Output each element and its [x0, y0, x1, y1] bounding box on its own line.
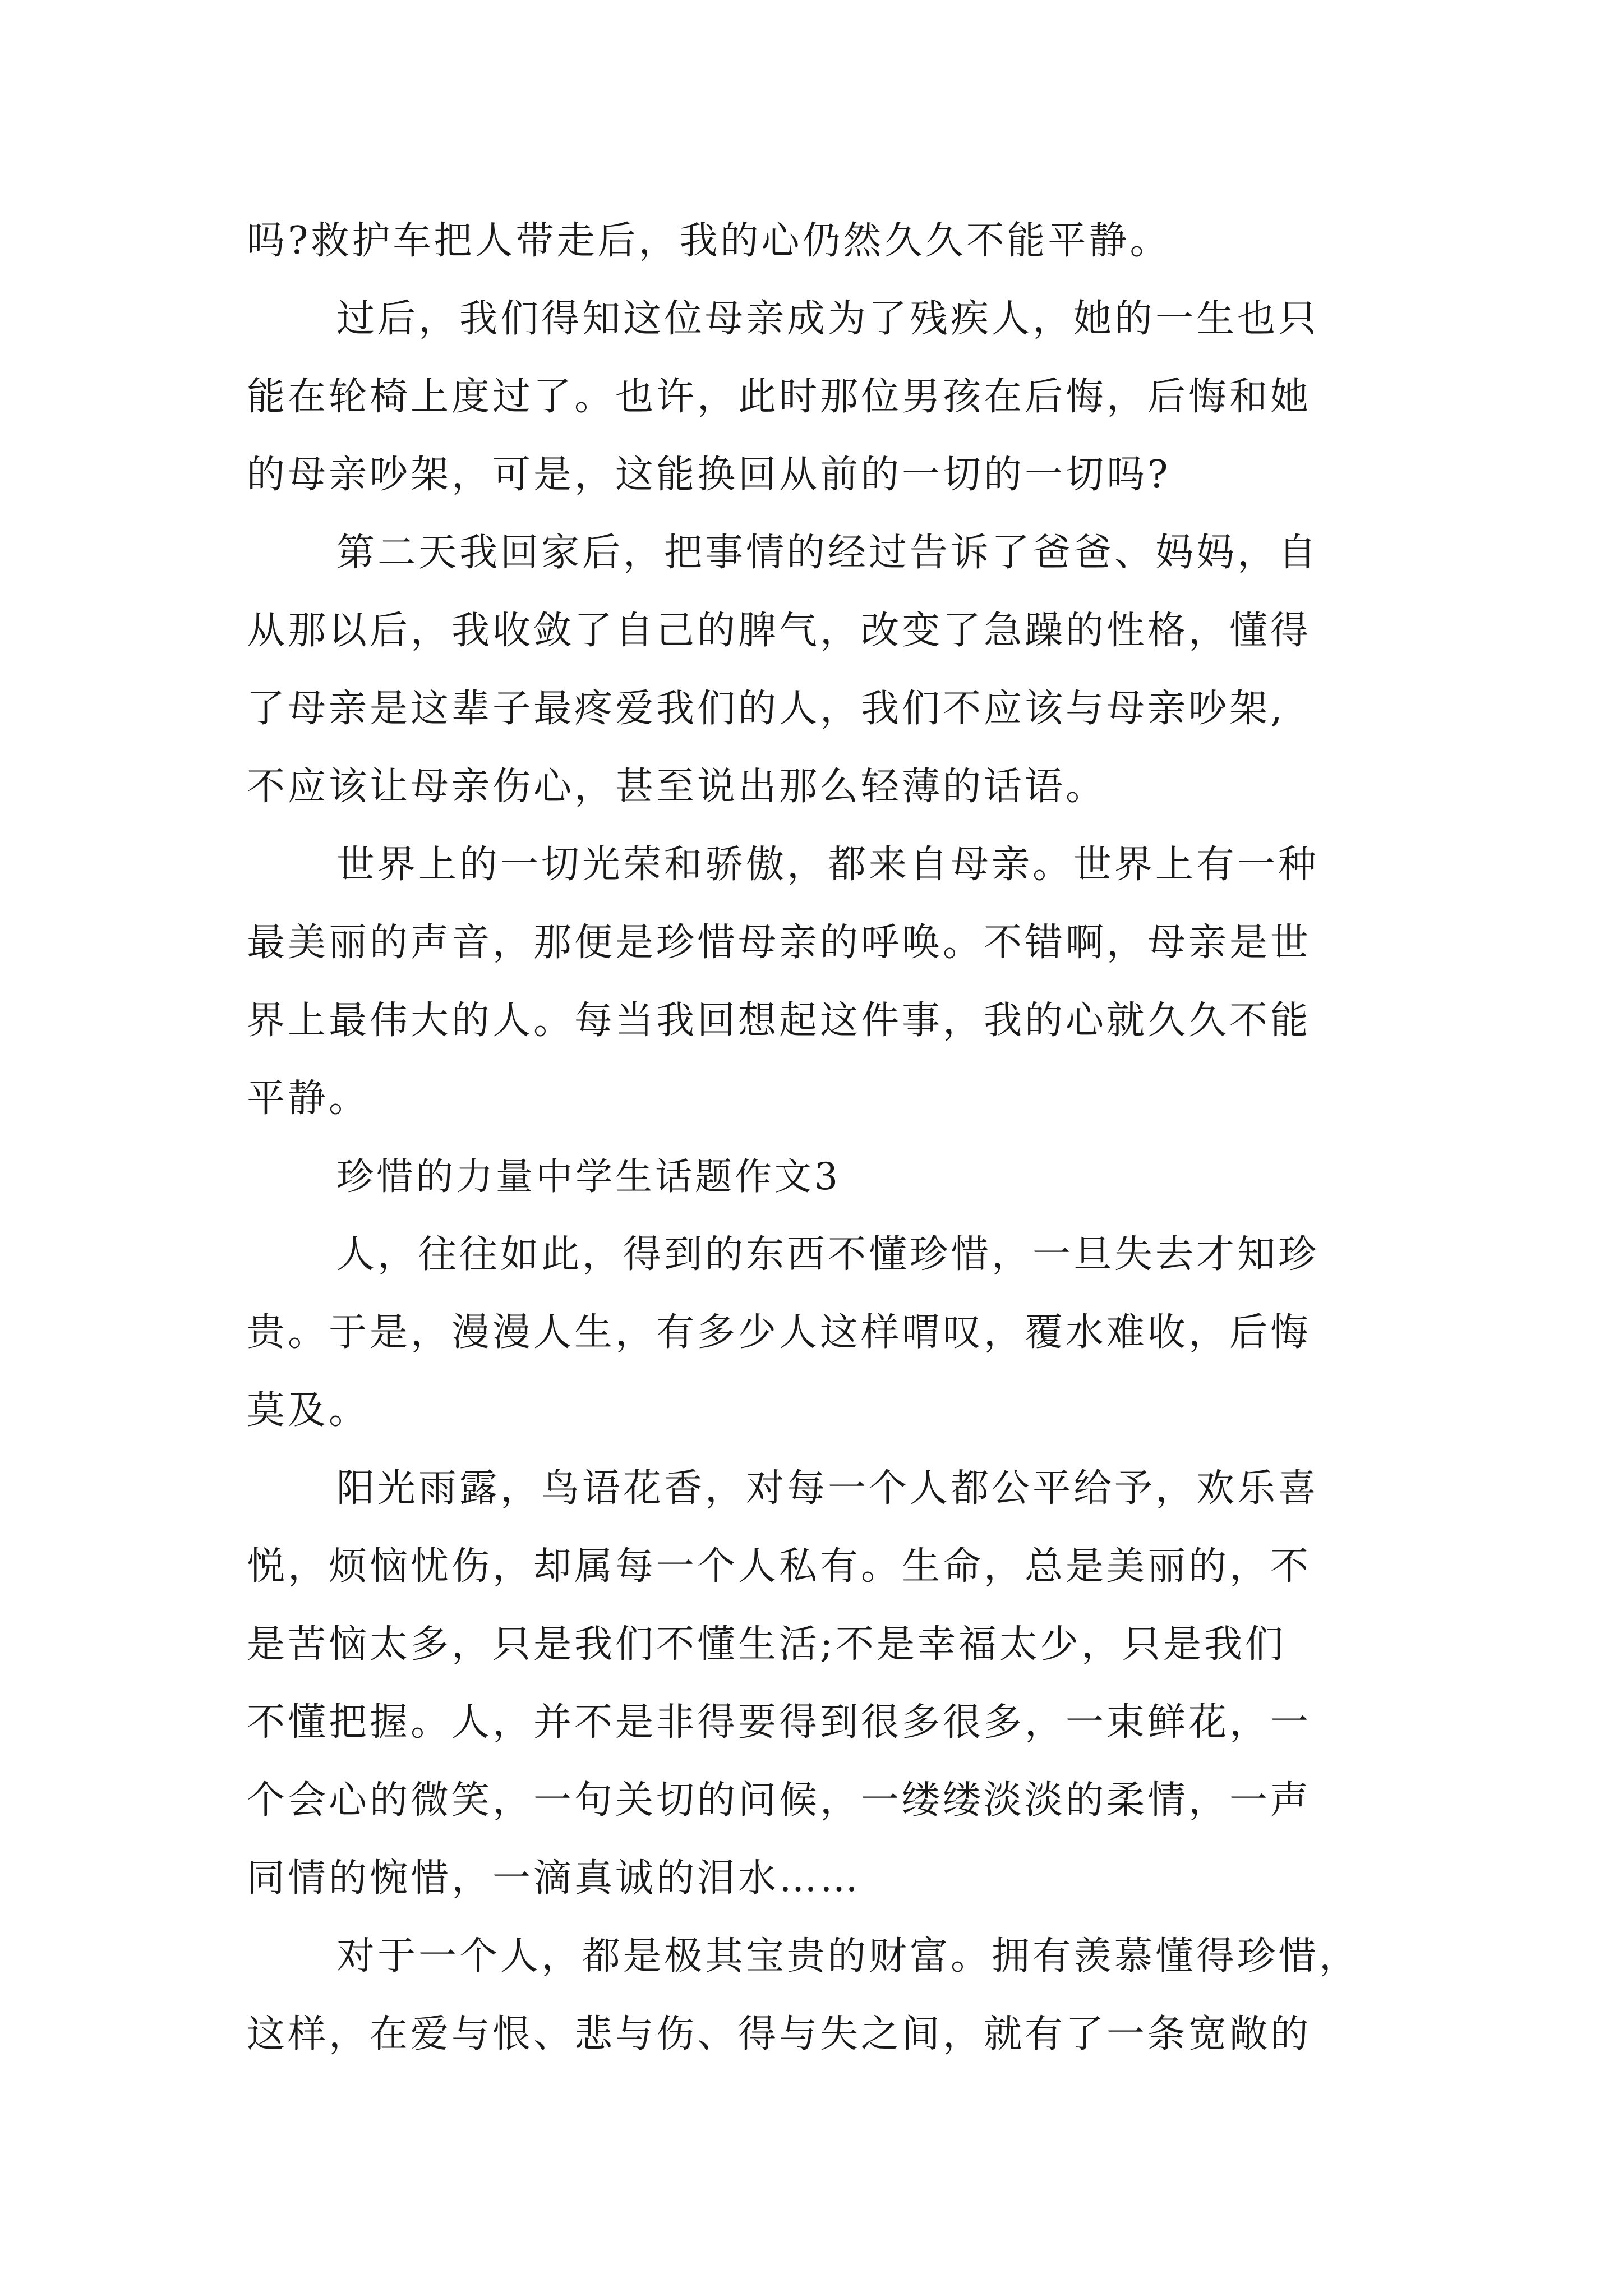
- text-line: 最美丽的声音，那便是珍惜母亲的呼唤。不错啊，母亲是世: [247, 921, 1312, 965]
- article-body: [247, 202, 1391, 2073]
- paragraph-first-line: 世界上的一切光荣和骄傲，都来自母亲。世界上有一种: [336, 843, 1320, 887]
- paragraph-first-line: 人，往往如此，得到的东西不懂珍惜，一旦失去才知珍: [336, 1232, 1320, 1277]
- text-line: 能在轮椅上度过了。也许，此时那位男孩在后悔，后悔和她: [247, 375, 1312, 419]
- section-heading: 珍惜的力量中学生话题作文3: [336, 1155, 841, 1198]
- paragraph-first-line: 过后，我们得知这位母亲成为了残疾人，她的一生也只: [336, 297, 1320, 341]
- text-line: 吗?救护车把人带走后，我的心仍然久久不能平静。: [247, 219, 1171, 263]
- text-line: 的母亲吵架，可是，这能换回从前的一切的一切吗?: [247, 453, 1171, 497]
- text-line: 悦，烦恼忧伤，却属每一个人私有。生命，总是美丽的，不: [247, 1544, 1312, 1589]
- text-line: 这样，在爱与恨、悲与伤、得与失之间，就有了一条宽敞的: [247, 2012, 1312, 2056]
- paragraph-first-line: 阳光雨露，鸟语花香，对每一个人都公平给予，欢乐喜: [336, 1466, 1320, 1511]
- text-line: 同情的惋惜，一滴真诚的泪水……: [247, 1856, 861, 1901]
- paragraph-first-line: 第二天我回家后，把事情的经过告诉了爸爸、妈妈，自: [336, 531, 1320, 575]
- text-line: 不懂把握。人，并不是非得要得到很多很多，一束鲜花，一: [247, 1700, 1312, 1745]
- text-line: 是苦恼太多，只是我们不懂生活;不是幸福太少，只是我们: [247, 1622, 1286, 1667]
- text-line: 个会心的微笑，一句关切的问候，一缕缕淡淡的柔情，一声: [247, 1778, 1312, 1823]
- paragraph-first-line: 对于一个人，都是极其宝贵的财富。拥有羡慕懂得珍惜，: [336, 1934, 1361, 1978]
- text-line: 不应该让母亲伤心，甚至说出那么轻薄的话语。: [247, 765, 1107, 809]
- text-line: 贵。于是，漫漫人生，有多少人这样喟叹，覆水难收，后悔: [247, 1310, 1312, 1355]
- text-line: 平静。: [247, 1076, 370, 1121]
- text-line: 从那以后，我收敛了自己的脾气，改变了急躁的性格，懂得: [247, 609, 1312, 653]
- text-line: 界上最伟大的人。每当我回想起这件事，我的心就久久不能: [247, 999, 1312, 1043]
- text-line: 莫及。: [247, 1388, 370, 1433]
- text-line: 了母亲是这辈子最疼爱我们的人，我们不应该与母亲吵架,: [247, 687, 1285, 731]
